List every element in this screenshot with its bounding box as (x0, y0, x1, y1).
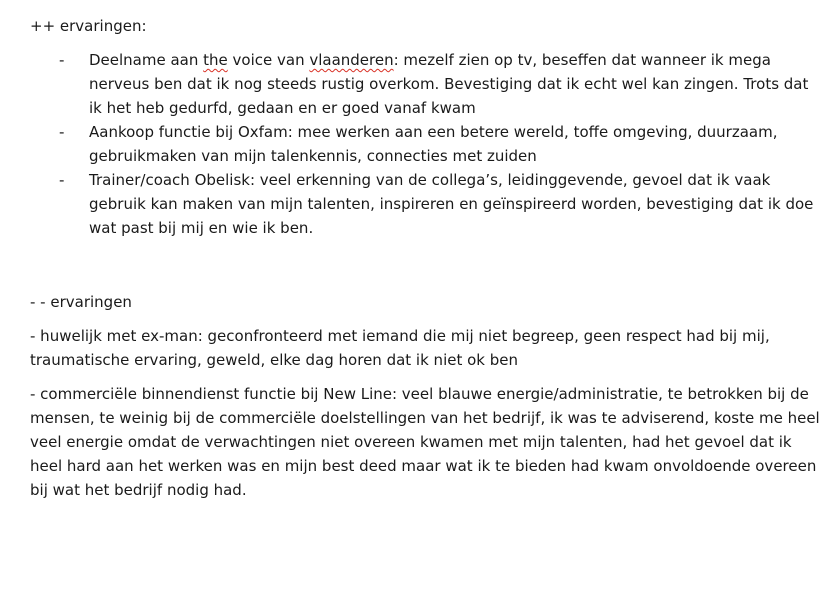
negative-paragraph: - huwelijk met ex-man: geconfronteerd met iemand die mij niet begreep, geen respect had bij mij, traumatische ervaring, geweld, elke dag horen dat ik niet ok ben (30, 327, 770, 369)
list-dash: - (59, 51, 65, 69)
document-page (30, 14, 820, 502)
list-dash: - (59, 171, 65, 189)
positive-experiences-heading: ++ ervaringen: (30, 17, 147, 35)
list-item-text (89, 51, 808, 117)
list-dash: - (59, 123, 65, 141)
positive-experiences-list (30, 48, 820, 240)
text-run: voice van (227, 51, 310, 69)
list-item (30, 168, 820, 240)
list-item (30, 120, 820, 168)
spellcheck-flagged-word[interactable]: vlaanderen (309, 51, 394, 69)
spellcheck-flagged-word[interactable]: the (203, 51, 228, 69)
list-item-text: Trainer/coach Obelisk: veel erkenning van de collega’s, leidinggevende, gevoel dat ik vaak gebruik kan maken van mijn talenten, inspireren en geïnspireerd worden, bevestiging dat ik doe wat past bij mij en wie ik ben. (89, 171, 814, 237)
negative-paragraph: - commerciële binnendienst functie bij New Line: veel blauwe energie/administratie, te betrokken bij de mensen, te weinig bij de commerciële doelstellingen van het bedrijf, ik was te adviserend, koste me heel veel energie omdat de verwachtingen niet overeen kwamen met mijn talenten, had het gevoel dat ik heel hard aan het werken was en mijn best deed maar wat ik te bieden had kwam onvoldoende overeen bij wat het bedrijf nodig had. (30, 385, 820, 499)
list-item (30, 48, 820, 120)
text-run: : mezelf zien op tv, beseffen dat wanneer ik mega nerveus ben dat ik nog steeds rustig overkom. Bevestiging dat ik echt wel kan zingen. Trots dat ik het heb gedurfd, gedaan en er goed vanaf kwam (89, 51, 809, 117)
text-run: Deelname aan (89, 51, 204, 69)
negative-experiences-heading: - - ervaringen (30, 293, 132, 311)
list-item-text: Aankoop functie bij Oxfam: mee werken aan een betere wereld, toffe omgeving, duurzaam, gebruikmaken van mijn talenkennis, connecties met zuiden (89, 123, 778, 165)
